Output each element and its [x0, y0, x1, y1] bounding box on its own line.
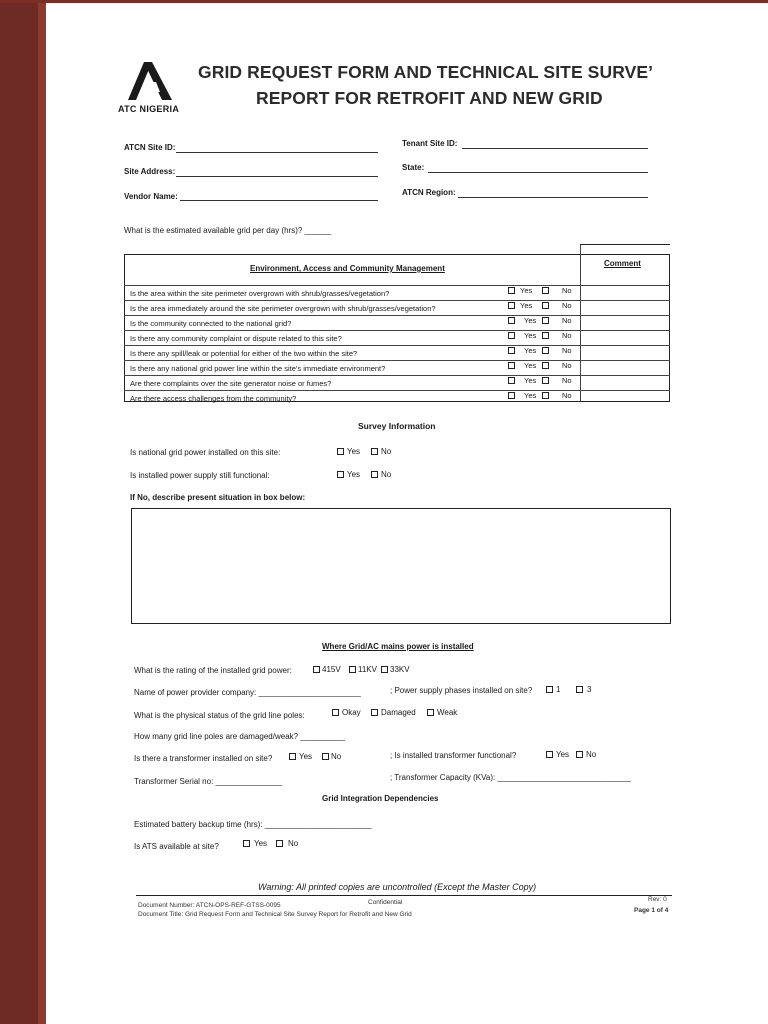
table-row-question: Is there any spill/leak or potential for either of the two within the site? — [130, 349, 358, 358]
yes-label: Yes — [524, 361, 537, 370]
yes-checkbox[interactable] — [508, 377, 515, 384]
table-row-question: Are there complaints over the site generator noise or fumes? — [130, 379, 332, 388]
state-label: State: — [402, 163, 425, 172]
comment-column-divider — [580, 244, 581, 402]
document-number: Document Number: ATCN-OPS-REF-GTSS-0095 — [138, 902, 281, 909]
power-provider-field[interactable]: Name of power provider company: _______________________ — [134, 688, 361, 697]
tenant-site-id-field[interactable] — [462, 148, 648, 149]
mains-heading: Where Grid/AC mains power is installed — [322, 642, 474, 651]
rating-33kv-checkbox[interactable] — [381, 666, 388, 673]
no-label: No — [586, 750, 597, 759]
atcn-region-label: ATCN Region: — [402, 188, 456, 197]
yes-label: Yes — [347, 470, 361, 479]
rating-415v-checkbox[interactable] — [313, 666, 320, 673]
table-row-divider — [124, 360, 670, 361]
status-weak-checkbox[interactable] — [427, 709, 434, 716]
no-checkbox[interactable] — [371, 471, 378, 478]
status-okay-checkbox[interactable] — [332, 709, 339, 716]
ats-question: Is ATS available at site? — [134, 842, 219, 851]
page-number: Page 1 of 4 — [634, 907, 669, 914]
describe-instruction: If No, describe present situation in box below: — [130, 493, 306, 502]
phase-1-checkbox[interactable] — [546, 686, 553, 693]
table-row-divider — [124, 345, 670, 346]
no-checkbox[interactable] — [542, 287, 549, 294]
no-checkbox[interactable] — [371, 448, 378, 455]
transformer-yes-checkbox[interactable] — [289, 753, 296, 760]
rating-11kv-label: 11KV — [358, 665, 377, 674]
transformer-question: Is there a transformer installed on site? — [134, 754, 273, 763]
supply-functional-question: Is installed power supply still functional: — [130, 471, 270, 480]
transformer-capacity-field[interactable]: ; Transformer Capacity (KVa): ______________________________ — [390, 773, 631, 782]
yes-checkbox[interactable] — [508, 392, 515, 399]
no-checkbox[interactable] — [542, 347, 549, 354]
yes-label: Yes — [524, 346, 537, 355]
site-address-field[interactable] — [176, 176, 378, 177]
vendor-name-label: Vendor Name: — [124, 192, 178, 201]
yes-label: Yes — [299, 752, 313, 761]
no-label: No — [381, 470, 392, 479]
no-label: No — [381, 447, 392, 456]
table-row-divider — [124, 285, 670, 286]
survey-heading: Survey Information — [358, 421, 436, 431]
footer-rule — [136, 895, 672, 896]
transformer-serial-field[interactable]: Transformer Serial no: _______________ — [134, 777, 283, 786]
rating-415v-label: 415V — [322, 665, 341, 674]
table-row-question: Is the area immediately around the site perimeter overgrown with shrub/grasses/vegetation? — [130, 304, 436, 313]
no-checkbox[interactable] — [542, 317, 549, 324]
table-row-divider — [124, 390, 670, 391]
atcn-site-id-field[interactable] — [176, 152, 378, 153]
comment-header-top — [580, 244, 670, 245]
table-row-question: Is the community connected to the national grid? — [130, 319, 292, 328]
no-label: No — [562, 346, 572, 355]
functional-no-checkbox[interactable] — [576, 751, 583, 758]
transformer-functional-question: ; Is installed transformer functional? — [390, 751, 517, 760]
yes-label: Yes — [520, 301, 533, 310]
grid-hours-question: What is the estimated available grid per day (hrs)? ______ — [124, 226, 332, 235]
scan-edge-shadow — [38, 0, 46, 1024]
no-checkbox[interactable] — [542, 377, 549, 384]
logo-text: ATC NIGERIA — [118, 104, 180, 114]
transformer-no-checkbox[interactable] — [322, 753, 329, 760]
table-row-question: Is there any community complaint or dispute related to this site? — [130, 334, 342, 343]
no-label: No — [562, 331, 572, 340]
no-label: No — [562, 376, 572, 385]
yes-label: Yes — [520, 286, 533, 295]
grid-installed-question: Is national grid power installed on this site: — [130, 448, 281, 457]
phase-3-label: 3 — [587, 685, 592, 694]
table-row-question: Are there access challenges from the community? — [130, 394, 297, 403]
functional-yes-checkbox[interactable] — [546, 751, 553, 758]
revision-label: Rev: 0 — [648, 896, 667, 903]
pole-status-question: What is the physical status of the grid line poles: — [134, 711, 305, 720]
table-row-divider — [124, 375, 670, 376]
no-label: No — [562, 316, 572, 325]
no-label: No — [331, 752, 342, 761]
status-weak-label: Weak — [437, 708, 458, 717]
no-label: No — [288, 839, 299, 848]
rating-11kv-checkbox[interactable] — [349, 666, 356, 673]
document-title: Document Title: Grid Request Form and Technical Site Survey Report for Retrofit and New Grid — [138, 911, 412, 918]
yes-checkbox[interactable] — [508, 302, 515, 309]
status-damaged-checkbox[interactable] — [371, 709, 378, 716]
env-table-heading: Environment, Access and Community Management — [250, 264, 445, 273]
ats-yes-checkbox[interactable] — [243, 840, 250, 847]
status-damaged-label: Damaged — [381, 708, 416, 717]
scan-top-edge — [0, 0, 768, 3]
yes-label: Yes — [524, 391, 537, 400]
form-title-line2: REPORT FOR RETROFIT AND NEW GRID — [256, 88, 603, 108]
atcn-site-id-label: ATCN Site ID: — [124, 143, 176, 152]
no-label: No — [562, 361, 572, 370]
damaged-poles-field[interactable]: How many grid line poles are damaged/weak? __________ — [134, 732, 345, 741]
copies-warning: Warning: All printed copies are uncontrolled (Except the Master Copy) — [258, 882, 537, 892]
vendor-name-field[interactable] — [180, 200, 378, 201]
phases-question: ; Power supply phases installed on site? — [390, 686, 533, 695]
yes-checkbox[interactable] — [508, 347, 515, 354]
table-row-question: Is there any national grid power line within the site's immediate environment? — [130, 364, 386, 373]
status-okay-label: Okay — [342, 708, 361, 717]
no-label: No — [562, 391, 572, 400]
site-address-label: Site Address: — [124, 167, 176, 176]
table-row-divider — [124, 315, 670, 316]
confidential-label: Confidential — [368, 899, 403, 906]
form-title-line1: GRID REQUEST FORM AND TECHNICAL SITE SURVE’ — [198, 62, 654, 82]
yes-label: Yes — [556, 750, 570, 759]
yes-checkbox[interactable] — [337, 471, 344, 478]
comment-heading: Comment — [604, 259, 641, 268]
yes-checkbox[interactable] — [508, 362, 515, 369]
state-field[interactable] — [428, 172, 648, 173]
atcn-region-field[interactable] — [458, 197, 648, 198]
situation-description-box[interactable] — [131, 508, 671, 624]
rating-question: What is the rating of the installed grid power: — [134, 666, 292, 675]
no-checkbox[interactable] — [542, 392, 549, 399]
yes-label: Yes — [254, 839, 268, 848]
yes-label: Yes — [524, 331, 537, 340]
yes-label: Yes — [347, 447, 361, 456]
table-row-question: Is the area within the site perimeter overgrown with shrub/grasses/vegetation? — [130, 289, 390, 298]
yes-checkbox[interactable] — [337, 448, 344, 455]
rating-33kv-label: 33KV — [390, 665, 410, 674]
yes-checkbox[interactable] — [508, 317, 515, 324]
ats-no-checkbox[interactable] — [276, 840, 283, 847]
phase-1-label: 1 — [556, 685, 561, 694]
tenant-site-id-label: Tenant Site ID: — [402, 139, 458, 148]
no-label: No — [562, 286, 572, 295]
table-row-divider — [124, 330, 670, 331]
table-row-divider — [124, 300, 670, 301]
no-checkbox[interactable] — [542, 362, 549, 369]
no-checkbox[interactable] — [542, 302, 549, 309]
yes-label: Yes — [524, 376, 537, 385]
yes-checkbox[interactable] — [508, 332, 515, 339]
dependencies-heading: Grid Integration Dependencies — [322, 794, 439, 803]
yes-label: Yes — [524, 316, 537, 325]
phase-3-checkbox[interactable] — [576, 686, 583, 693]
no-checkbox[interactable] — [542, 332, 549, 339]
yes-checkbox[interactable] — [508, 287, 515, 294]
no-label: No — [562, 301, 572, 310]
atc-logo-icon — [122, 60, 178, 102]
battery-backup-field[interactable]: Estimated battery backup time (hrs): ________________________ — [134, 820, 372, 829]
